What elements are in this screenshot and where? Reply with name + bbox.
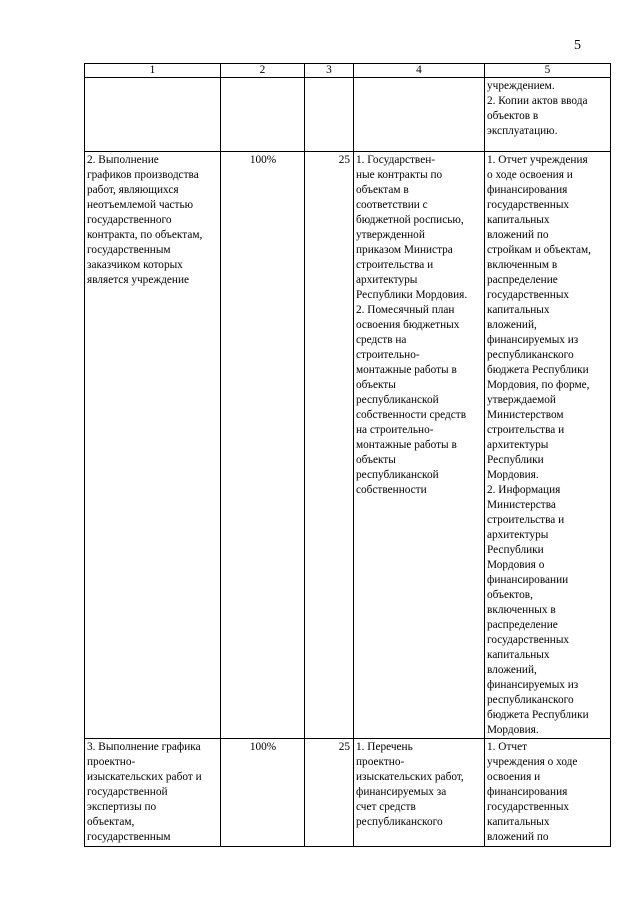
criterion-cell: 3. Выполнение графика проектно- изыскательских работ и государственной экспертизы по объектам, государственным [85, 739, 221, 847]
header-col-3: 3 [305, 64, 354, 78]
score-cell: 25 [305, 152, 354, 739]
header-col-1: 1 [85, 64, 221, 78]
criterion-cell: 2. Выполнение графиков производства работ, являющихся неотъемлемой частью государственного контракта, по объектам, государственным заказчиком которых является учреждение [85, 152, 221, 739]
documents-cell: 1. Отчет учреждения о ходе освоения и финансирования государственных капитальных вложений по стройкам и объектам, включенным в распределение государственных капитальных вложений, финансируемых из республиканского бюджета Республики Мордовия, по форме, утверждаемой Министерством строительства и архитектуры Республики Мордовия. 2. Информация Министерства строительства и архитектуры Республики Мордовия о финансировании объектов, включенных в распределение государственных капитальных вложений, финансируемых из республиканского бюджета Республики Мордовия. [485, 152, 611, 739]
basis-cell: 1. Государствен- ные контракты по объектам в соответствии с бюджетной росписью, утвержденной приказом Министра строительства и архитектуры Республики Мордовия. 2. Помесячный план освоения бюджетных средств на строительно- монтажные работы в объекты республиканской собственности средств на строительно- монтажные работы в объекты республиканской собственности [354, 152, 485, 739]
table-row [85, 78, 611, 152]
table-row [85, 739, 611, 847]
documents-cell: учреждением. 2. Копии актов ввода объектов в эксплуатацию. [485, 78, 611, 152]
documents-cell: 1. Отчет учреждения о ходе освоения и финансирования государственных капитальных вложений по [485, 739, 611, 847]
basis-cell [354, 78, 485, 152]
header-col-2: 2 [221, 64, 305, 78]
page-number: 5 [574, 38, 581, 53]
basis-cell: 1. Перечень проектно- изыскательских работ, финансируемых за счет средств республиканского [354, 739, 485, 847]
score-cell: 25 [305, 739, 354, 847]
table-row [85, 152, 611, 739]
header-col-4: 4 [354, 64, 485, 78]
weight-cell [221, 78, 305, 152]
weight-cell: 100% [221, 739, 305, 847]
header-row [85, 64, 611, 78]
criteria-table [84, 63, 611, 847]
score-cell [305, 78, 354, 152]
weight-cell: 100% [221, 152, 305, 739]
criterion-cell [85, 78, 221, 152]
header-col-5: 5 [485, 64, 611, 78]
